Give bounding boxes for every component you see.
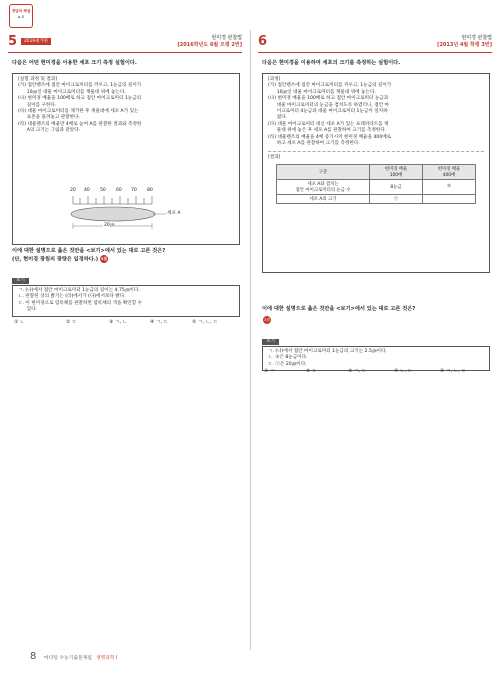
q6-question: 이에 대한 설명으로 옳은 것만을 <보기>에서 있는 대로 고른 것은?: [262, 306, 416, 312]
q5-choice-4[interactable]: ④ ㄱ, ㄷ: [150, 320, 169, 325]
q6-bogi: [262, 327, 490, 371]
q5-question-text2: (단, 현미경 광원의 광량은 일정하다.): [12, 256, 99, 263]
q6-box-title: [과정]: [268, 77, 281, 82]
q5-choice-5[interactable]: ⑤ ㄱ, ㄴ, ㄷ: [192, 320, 218, 325]
q6-category: 현미경 관찰법: [461, 35, 492, 41]
q6-result-table: [276, 164, 476, 204]
q5-bogi: [12, 266, 240, 317]
q5-choice-3[interactable]: ③ ㄱ, ㄴ: [109, 320, 128, 325]
ruler-tick-label: 70: [131, 188, 137, 193]
q6-number: 6: [258, 34, 268, 49]
q6-header-rule: [258, 52, 492, 53]
cell-a-shape: [71, 207, 155, 221]
q5-header-rule: [8, 52, 242, 53]
q5-question-line1: 이에 대한 설명으로 옳은 것만을 <보기>에서 있는 대로 고른 것은?: [12, 248, 166, 254]
q6-choice-2[interactable]: ② ㄷ: [306, 369, 317, 374]
q6-box-separator: [268, 151, 484, 152]
q6-step-line: 이크로미터 4눈금과 대물 마이크로미터 1눈금이 일치하: [268, 109, 388, 115]
q5-number: 5: [8, 34, 18, 49]
q5-choice-2[interactable]: ② ㄷ: [66, 320, 77, 325]
table-cell: ⓒ: [370, 194, 423, 203]
q5-steps: [18, 83, 234, 134]
q6-bogi-label: 보기: [262, 339, 279, 345]
table-header-cell: [423, 164, 476, 179]
measure-label: 20㎛: [104, 223, 115, 228]
table-header-cell: [370, 164, 423, 179]
table-cell: 8눈금: [370, 179, 423, 194]
q5-choice-1[interactable]: ① ㄴ: [14, 320, 25, 325]
footer-subject: 생명과학 Ⅰ: [96, 656, 118, 661]
q5-header: [8, 36, 242, 52]
table-row-label: [277, 179, 370, 194]
q5-bogi-box: [12, 285, 240, 317]
answer-badge: [9, 4, 33, 28]
ruler-tick-label: 60: [116, 188, 122, 193]
table-header-text: 현미경 배율: [437, 166, 461, 172]
ruler-tick-label: 40: [84, 188, 90, 193]
q5-question-line2: [12, 255, 244, 264]
q5-bogi-label: 보기: [12, 278, 29, 284]
q5-tag: 2016평가원: [21, 38, 51, 45]
q6-header: [258, 36, 492, 52]
q5-step-line: (가) 접안렌즈에 접안 마이크로미터를 끼우고, 1눈금의 길이가: [18, 83, 142, 89]
q6-step-line: 였다.: [268, 115, 288, 121]
table-row-label: 세포 A의 크기: [277, 194, 370, 203]
footer-book-title: 마더텅 수능기출문제집: [44, 656, 92, 661]
q5-bogi-item: 있다.: [18, 307, 38, 313]
table-row-label-text: 세포 A와 겹치는: [307, 181, 339, 187]
q5-bogi-item: ㄴ. 관찰된 상의 밝기는 (라)에서가 (다)에서보다 밝다.: [18, 294, 126, 300]
q5-bogi-item: ㄷ. 이 현미경으로 염록체를 관찰하면 염록체의 색을 확인할 수: [18, 300, 143, 306]
q6-step-line: 하고 세포 A를 관찰하여 크기를 측정한다.: [268, 141, 360, 147]
q6-bogi-item: ㄷ. ⓒ은 20㎛이다.: [268, 361, 307, 367]
q5-question: [12, 248, 244, 264]
q6-choice-5[interactable]: ⑤ ㄱ, ㄴ, ㄷ: [440, 369, 466, 374]
q5-box-title: [실험 과정 및 결과]: [18, 77, 58, 82]
q5-bogi-item: ㄱ. (나)에서 접안 마이크로미터 1눈금의 길이는 4.75㎛이다.: [18, 288, 140, 293]
q6-step-line: 10㎛인 대물 마이크로미터를 재물대 위에 놓는다.: [268, 89, 376, 95]
q6-step-line: 대물 마이크로미터의 눈금을 겹치도록 하였더니, 접안 마: [268, 102, 390, 108]
q5-step-line: (라) 대물렌즈의 배율만 4배로 높여 A를 관찰한 결과와 측정한: [18, 121, 142, 127]
q6-stem: 다음은 현미경을 이용하여 세포의 크기를 측정하는 실험이다.: [262, 60, 401, 66]
q5-experiment-box: [12, 73, 240, 245]
answer-badge-label: 정답과 해설: [11, 9, 31, 13]
q6-step-line: 물대 위에 놓은 후 세포 A를 관찰하여 크기를 측정한다.: [268, 128, 387, 134]
q6-choice-4[interactable]: ④ ㄴ, ㄷ: [394, 369, 413, 374]
column-divider: [250, 30, 251, 650]
q5-source: [2016학년도 6월 모평 2번]: [177, 42, 242, 48]
table-row-label-text: 접안 마이크로미터의 눈금 수: [295, 187, 351, 193]
table-header-text: 400배: [442, 172, 456, 178]
ruler-tick-label: 50: [100, 188, 106, 193]
q6-bogi-item: ㄱ. (나)에서 접안 마이크로미터 1눈금의 크기는 2.5㎛이다.: [268, 349, 387, 354]
q5-step-line: 표본을 올려놓고 관찰한다.: [18, 115, 80, 121]
q6-step-line: (다) 대물 마이크로미터 대신 세포 A가 있는 프레파라트를 재: [268, 121, 389, 127]
answer-badge-page: p.5: [17, 14, 25, 19]
q6-step-line: (나) 현미경 배율을 100배로 하고 접안 마이크로미터 눈금과: [268, 96, 389, 102]
q5-step-line: (나) 현미경 배율을 100배로 하고 접안 마이크로미터 1눈금의: [18, 96, 142, 102]
q6-choice-3[interactable]: ③ ㄱ, ㄷ: [348, 369, 367, 374]
q6-step-line: (라) 대물렌즈의 배율을 4배 증가시켜 현미경 배율을 400배로: [268, 134, 392, 140]
table-cell: ⑤: [423, 179, 476, 194]
q5-points-badge: 3점: [100, 256, 108, 261]
q6-process-box: [262, 73, 490, 273]
footer-page-number: 8: [30, 651, 37, 662]
q5-category: 현미경 관찰법: [211, 35, 242, 41]
q6-points-badge: 3점: [263, 317, 271, 322]
q6-result-title: [결과]: [268, 155, 281, 161]
table-cell: [423, 194, 476, 203]
q5-step-line: (다) 대물 마이크로미터를 제거한 후 재물대에 세포 A가 있는: [18, 109, 139, 115]
table-header-text: 현미경 배율: [384, 166, 408, 172]
table-header-cell: 구분: [277, 164, 370, 179]
q5-step-line: 10㎛인 대물 마이크로미터를 재물대 위에 놓는다.: [18, 89, 126, 95]
q5-step-line: A의 크기는 그림과 같았다.: [18, 128, 81, 134]
q6-choice-1[interactable]: ① ㄱ: [264, 369, 275, 374]
q6-bogi-item: ㄴ. ⑤은 8눈금이다.: [268, 355, 308, 361]
table-header-text: 100배: [389, 172, 403, 178]
cell-a-label: 세포 A: [167, 211, 181, 216]
q5-stem: 다음은 어떤 현미경을 이용한 세포 크기 측정 실험이다.: [12, 60, 137, 66]
ruler-tick-label: 20: [70, 188, 76, 193]
ruler-ticks: [73, 196, 152, 204]
q6-step-line: (가) 접안렌즈에 접안 마이크로미터를 끼우고, 1눈금의 길이가: [268, 83, 392, 89]
q5-micrometer-figure: [68, 188, 188, 240]
footer: [30, 651, 470, 665]
q6-source: [2013년 4월 학평 3번]: [437, 42, 492, 48]
ruler-tick-label: 80: [147, 188, 153, 193]
q5-step-line: 길이를 구한다.: [18, 102, 57, 108]
